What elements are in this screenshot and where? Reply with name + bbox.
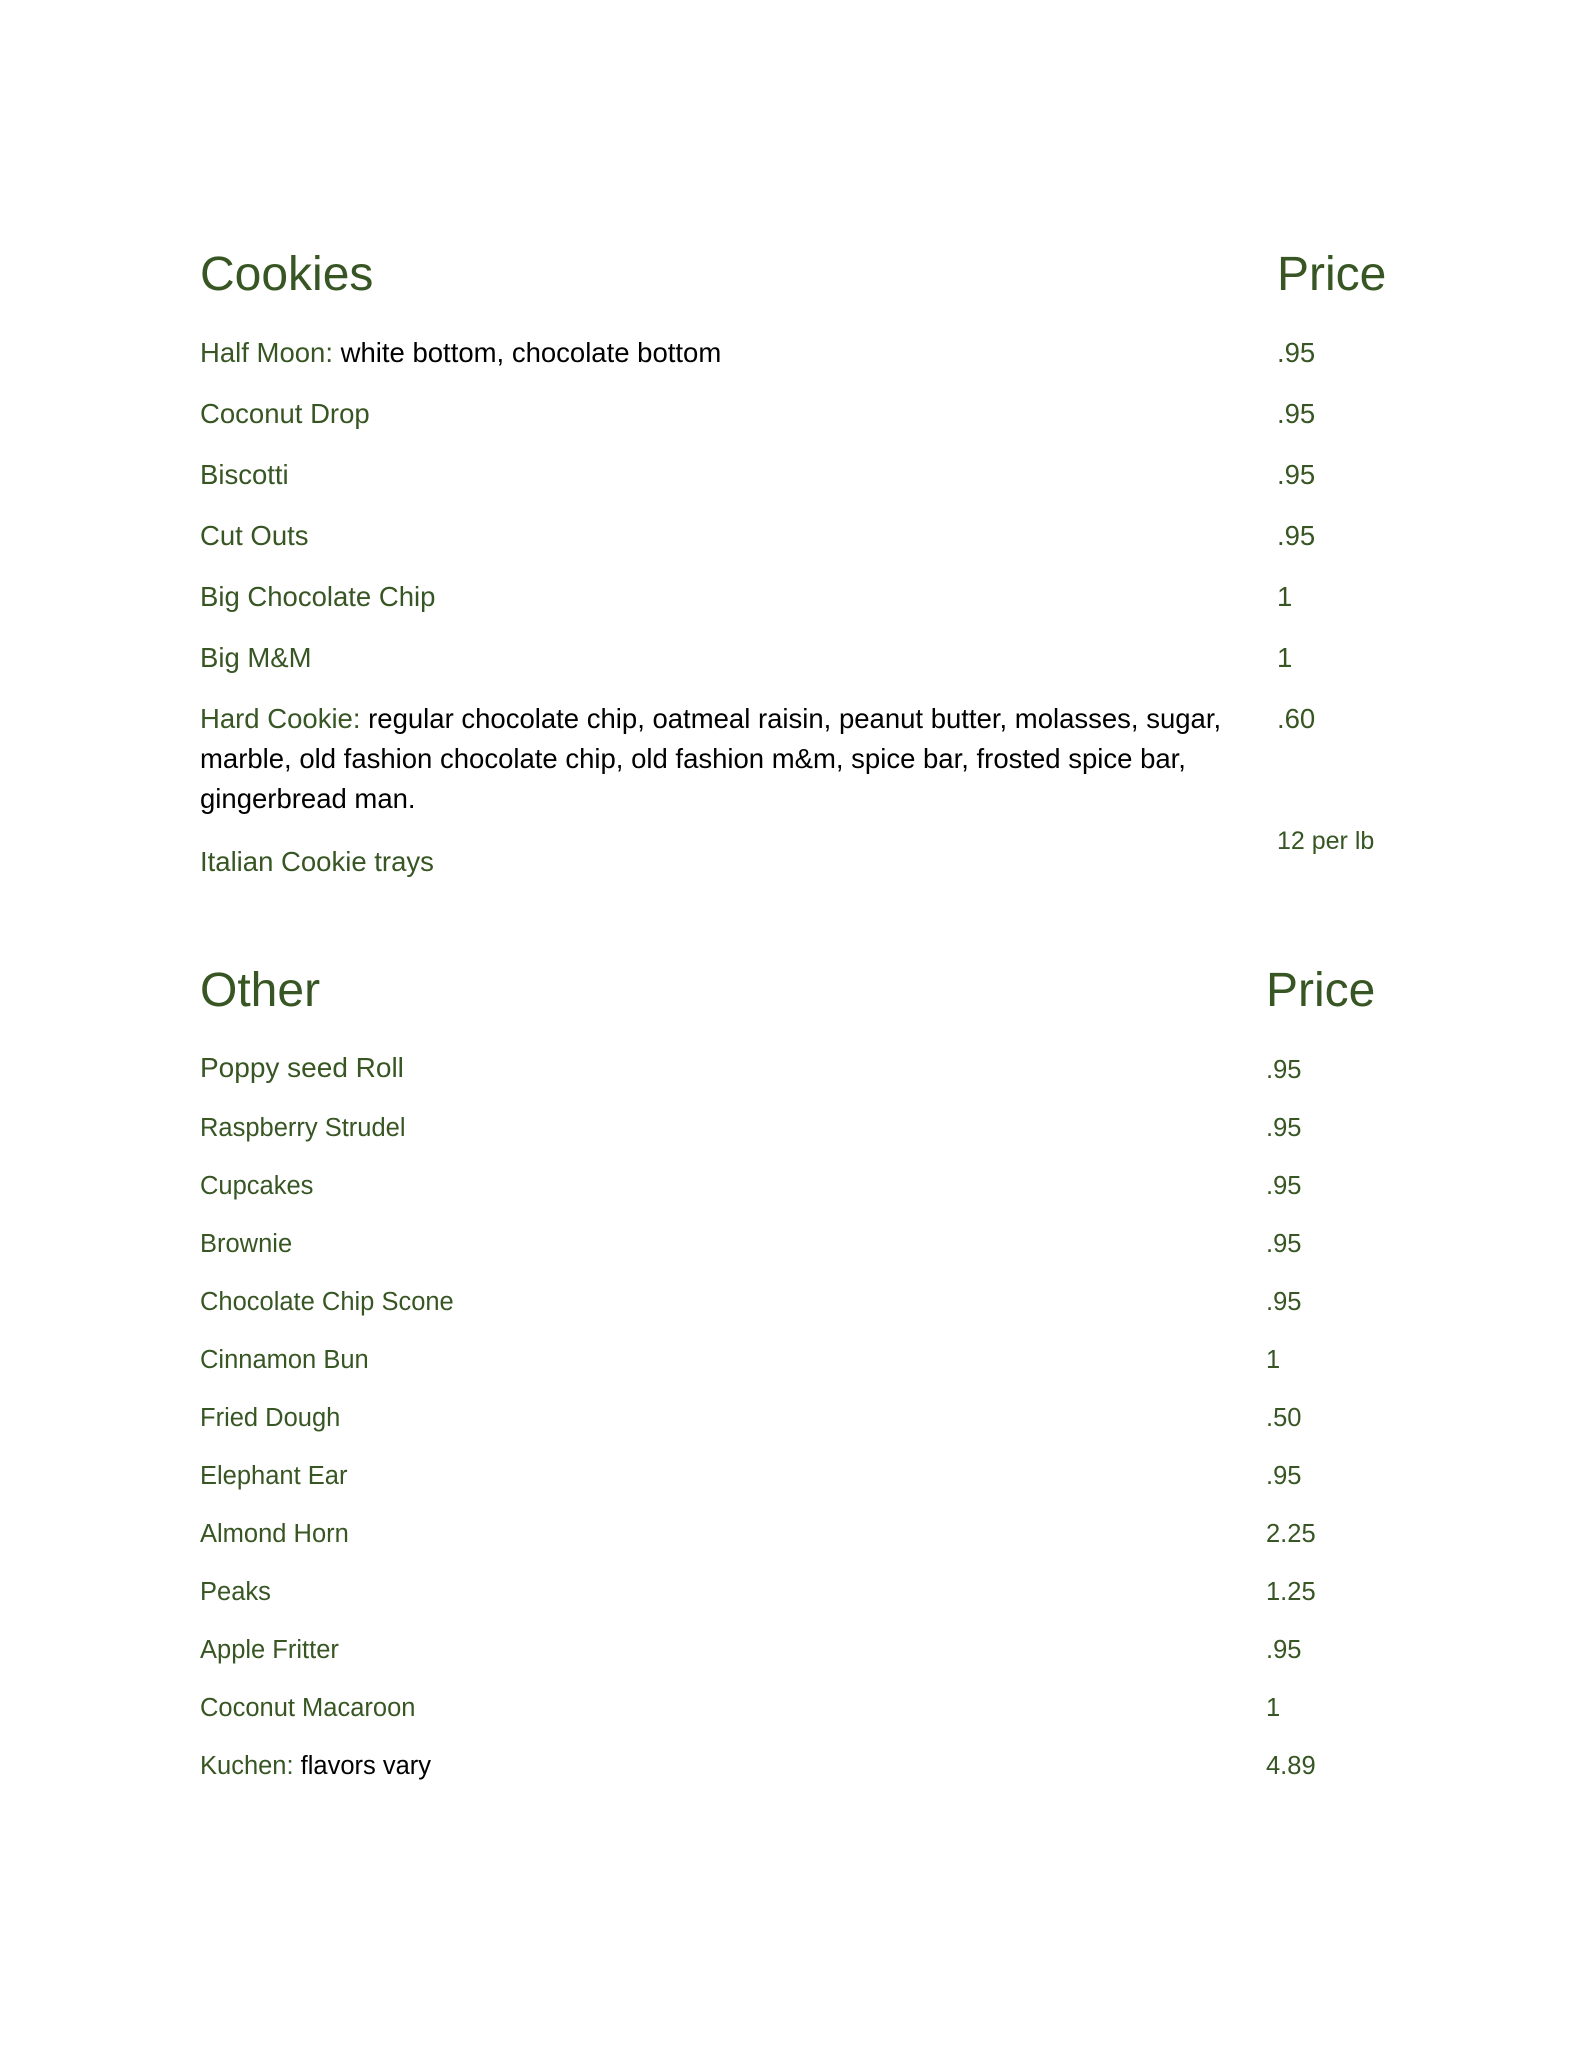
item-name: Raspberry Strudel <box>200 1114 406 1142</box>
item-price: .95 <box>1266 1288 1302 1316</box>
item-name: Hard Cookie: <box>200 703 361 734</box>
item-price: 1 <box>1266 1346 1281 1374</box>
item-price: .95 <box>1266 1462 1302 1490</box>
item-price: 4.89 <box>1266 1752 1316 1780</box>
item-name: Elephant Ear <box>200 1462 348 1490</box>
cookies-price-heading: Price <box>1277 248 1387 301</box>
list-item <box>200 333 721 373</box>
list-item <box>200 699 1270 819</box>
item-price: .95 <box>1266 1230 1302 1258</box>
item-price: 12 per lb <box>1277 827 1375 855</box>
item-name: Almond Horn <box>200 1520 349 1548</box>
item-name: Fried Dough <box>200 1404 341 1432</box>
item-name: Biscotti <box>200 459 289 490</box>
item-name: Coconut Drop <box>200 398 370 429</box>
item-name: Apple Fritter <box>200 1636 339 1664</box>
item-description: white bottom, chocolate bottom <box>332 337 722 368</box>
item-name: Poppy seed Roll <box>200 1052 404 1083</box>
item-name: Cinnamon Bun <box>200 1346 369 1374</box>
item-price: 1 <box>1277 581 1293 612</box>
item-name: Cupcakes <box>200 1172 314 1200</box>
other-price-heading: Price <box>1266 964 1376 1017</box>
cookies-heading: Cookies <box>200 248 374 301</box>
item-price: .95 <box>1277 520 1316 551</box>
item-name: Peaks <box>200 1578 271 1606</box>
item-name: Italian Cookie trays <box>200 846 434 877</box>
item-price: .60 <box>1277 703 1316 734</box>
item-price: .95 <box>1266 1114 1302 1142</box>
item-price: .95 <box>1277 398 1316 429</box>
item-price: .95 <box>1266 1172 1302 1200</box>
item-name: Coconut Macaroon <box>200 1694 416 1722</box>
item-price: .95 <box>1266 1056 1302 1084</box>
item-description: regular chocolate chip, oatmeal raisin, peanut butter, molasses, sugar, marble, old fashion chocolate chip, old fashion m&m, spice bar, frosted spice bar, gingerbread man. <box>200 703 1222 814</box>
item-description: flavors vary <box>293 1752 432 1780</box>
item-price: .95 <box>1277 459 1316 490</box>
item-name: Chocolate Chip Scone <box>200 1288 454 1316</box>
item-price: 1 <box>1266 1694 1281 1722</box>
item-name: Big Chocolate Chip <box>200 581 436 612</box>
item-price: 1.25 <box>1266 1578 1316 1606</box>
item-name: Brownie <box>200 1230 293 1258</box>
item-price: .50 <box>1266 1404 1302 1432</box>
item-name: Half Moon: <box>200 337 333 368</box>
list-item <box>200 1748 431 1784</box>
item-price: 2.25 <box>1266 1520 1316 1548</box>
item-price: .95 <box>1266 1636 1302 1664</box>
item-name: Big M&M <box>200 642 312 673</box>
item-price: 1 <box>1277 642 1293 673</box>
item-name: Kuchen: <box>200 1752 294 1780</box>
other-heading: Other <box>200 964 321 1017</box>
item-name: Cut Outs <box>200 520 309 551</box>
item-price: .95 <box>1277 337 1316 368</box>
